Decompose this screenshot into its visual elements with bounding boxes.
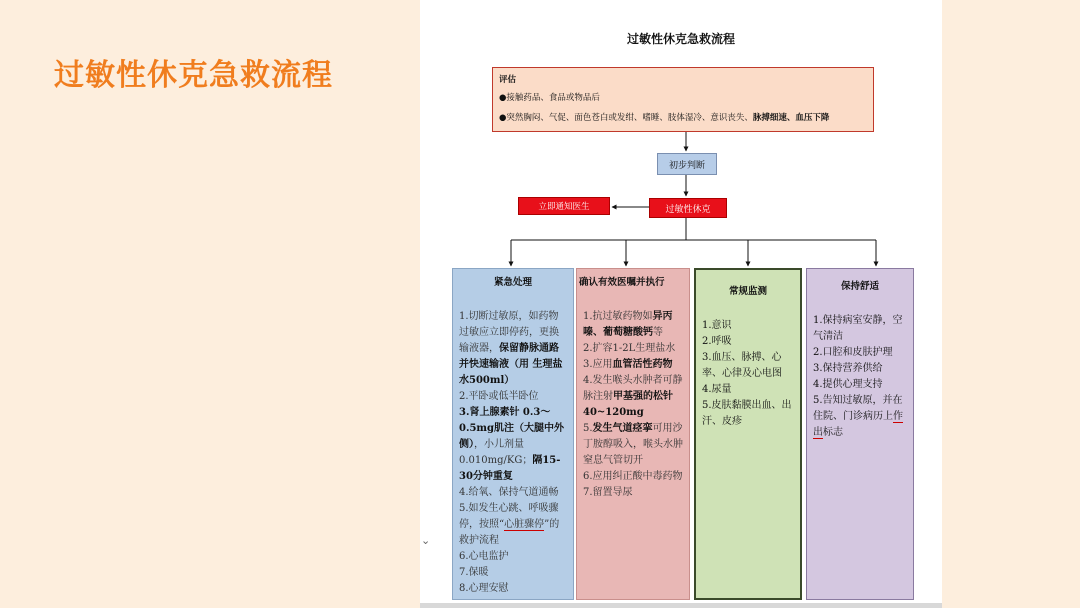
column-orders bbox=[576, 268, 690, 600]
initial-judgment-box: 初步判断 bbox=[657, 153, 717, 175]
assessment-line-2 bbox=[499, 111, 867, 123]
assessment-box bbox=[492, 67, 874, 132]
anaphylactic-shock-box: 过敏性休克 bbox=[649, 198, 727, 218]
list-item: 3.肾上腺素针 0.3～0.5mg肌注（大腿中外侧），小儿剂量0.010mg/KG；隔15-30分钟重复 bbox=[459, 407, 564, 482]
list-item: 7.保暖 bbox=[459, 567, 489, 578]
list-item: 5.如发生心跳、呼吸骤停，按照“心脏骤停”的救护流程 bbox=[459, 503, 560, 546]
assessment-line-2-text: ●突然胸闷、气促、面色苍白或发绀、嗜睡、肢体湿冷、意识丧失、 bbox=[499, 113, 753, 123]
list-item: 2.口腔和皮肤护理 bbox=[813, 347, 893, 358]
column-comfort-title: 保持舒适 bbox=[840, 281, 879, 292]
list-item: 1.意识 bbox=[702, 320, 732, 331]
list-item: 4.尿量 bbox=[702, 384, 732, 395]
list-item: 2.平卧或低半卧位 bbox=[459, 391, 539, 402]
list-item: 1.切断过敏原，如药物过敏应立即停药，更换输液器，保留静脉通路并快速输液（用 生理盐水500ml） bbox=[459, 311, 563, 386]
list-item: 4.提供心理支持 bbox=[813, 379, 883, 390]
assessment-header: 评估 bbox=[499, 75, 517, 85]
column-monitoring bbox=[694, 268, 802, 600]
list-item: 6.心电监护 bbox=[459, 551, 509, 562]
notify-doctor-box: 立即通知医生 bbox=[518, 197, 610, 215]
list-item: 7.留置导尿 bbox=[583, 487, 633, 498]
document-title: 过敏性休克急救流程 bbox=[626, 32, 735, 46]
list-item: 3.保持营养供给 bbox=[813, 363, 883, 374]
list-item: 1.保持病室安静，空气清洁 bbox=[813, 315, 903, 342]
chevron-down-icon[interactable]: ⌄ bbox=[421, 534, 431, 547]
slide-title: 过敏性休克急救流程 bbox=[54, 58, 333, 93]
assessment-line-1: ●接触药品、食品或物品后 bbox=[499, 93, 600, 103]
column-emergency-title: 紧急处理 bbox=[493, 277, 532, 288]
column-monitoring-title: 常规监测 bbox=[728, 286, 767, 297]
list-item: 3.应用血管活性药物 bbox=[583, 359, 673, 370]
column-emergency bbox=[452, 268, 574, 600]
list-item: 8.心理安慰 bbox=[459, 583, 509, 594]
list-item: 5.告知过敏原，并在住院、门诊病历上作出标志 bbox=[813, 395, 903, 438]
column-orders-title: 确认有效医嘱并执行 bbox=[579, 277, 665, 288]
list-item: 5.皮肤黏膜出血、出汗、皮疹 bbox=[702, 400, 792, 427]
list-item: 1.抗过敏药物如异丙嗪、葡萄糖酸钙等 bbox=[583, 311, 673, 338]
list-item: 2.扩容1-2L生理盐水 bbox=[583, 343, 676, 354]
document-page bbox=[420, 0, 942, 608]
list-item: 4.发生喉头水肿者可静脉注射甲基强的松针 40~120mg bbox=[583, 375, 683, 418]
list-item: 2.呼吸 bbox=[702, 336, 732, 347]
list-item: 6.应用纠正酸中毒药物 bbox=[583, 471, 683, 482]
list-item: 4.给氧、保持气道通畅 bbox=[459, 487, 559, 498]
assessment-line-2-bold: 脉搏细速、血压下降 bbox=[752, 113, 830, 123]
horizontal-scrollbar[interactable] bbox=[420, 603, 942, 608]
list-item: 5.发生气道痉挛可用沙丁胺醇吸入，喉头水肿窒息气管切开 bbox=[583, 423, 683, 466]
list-item: 3.血压、脉搏、心率、心律及心电图 bbox=[702, 352, 782, 379]
column-comfort bbox=[806, 268, 914, 600]
